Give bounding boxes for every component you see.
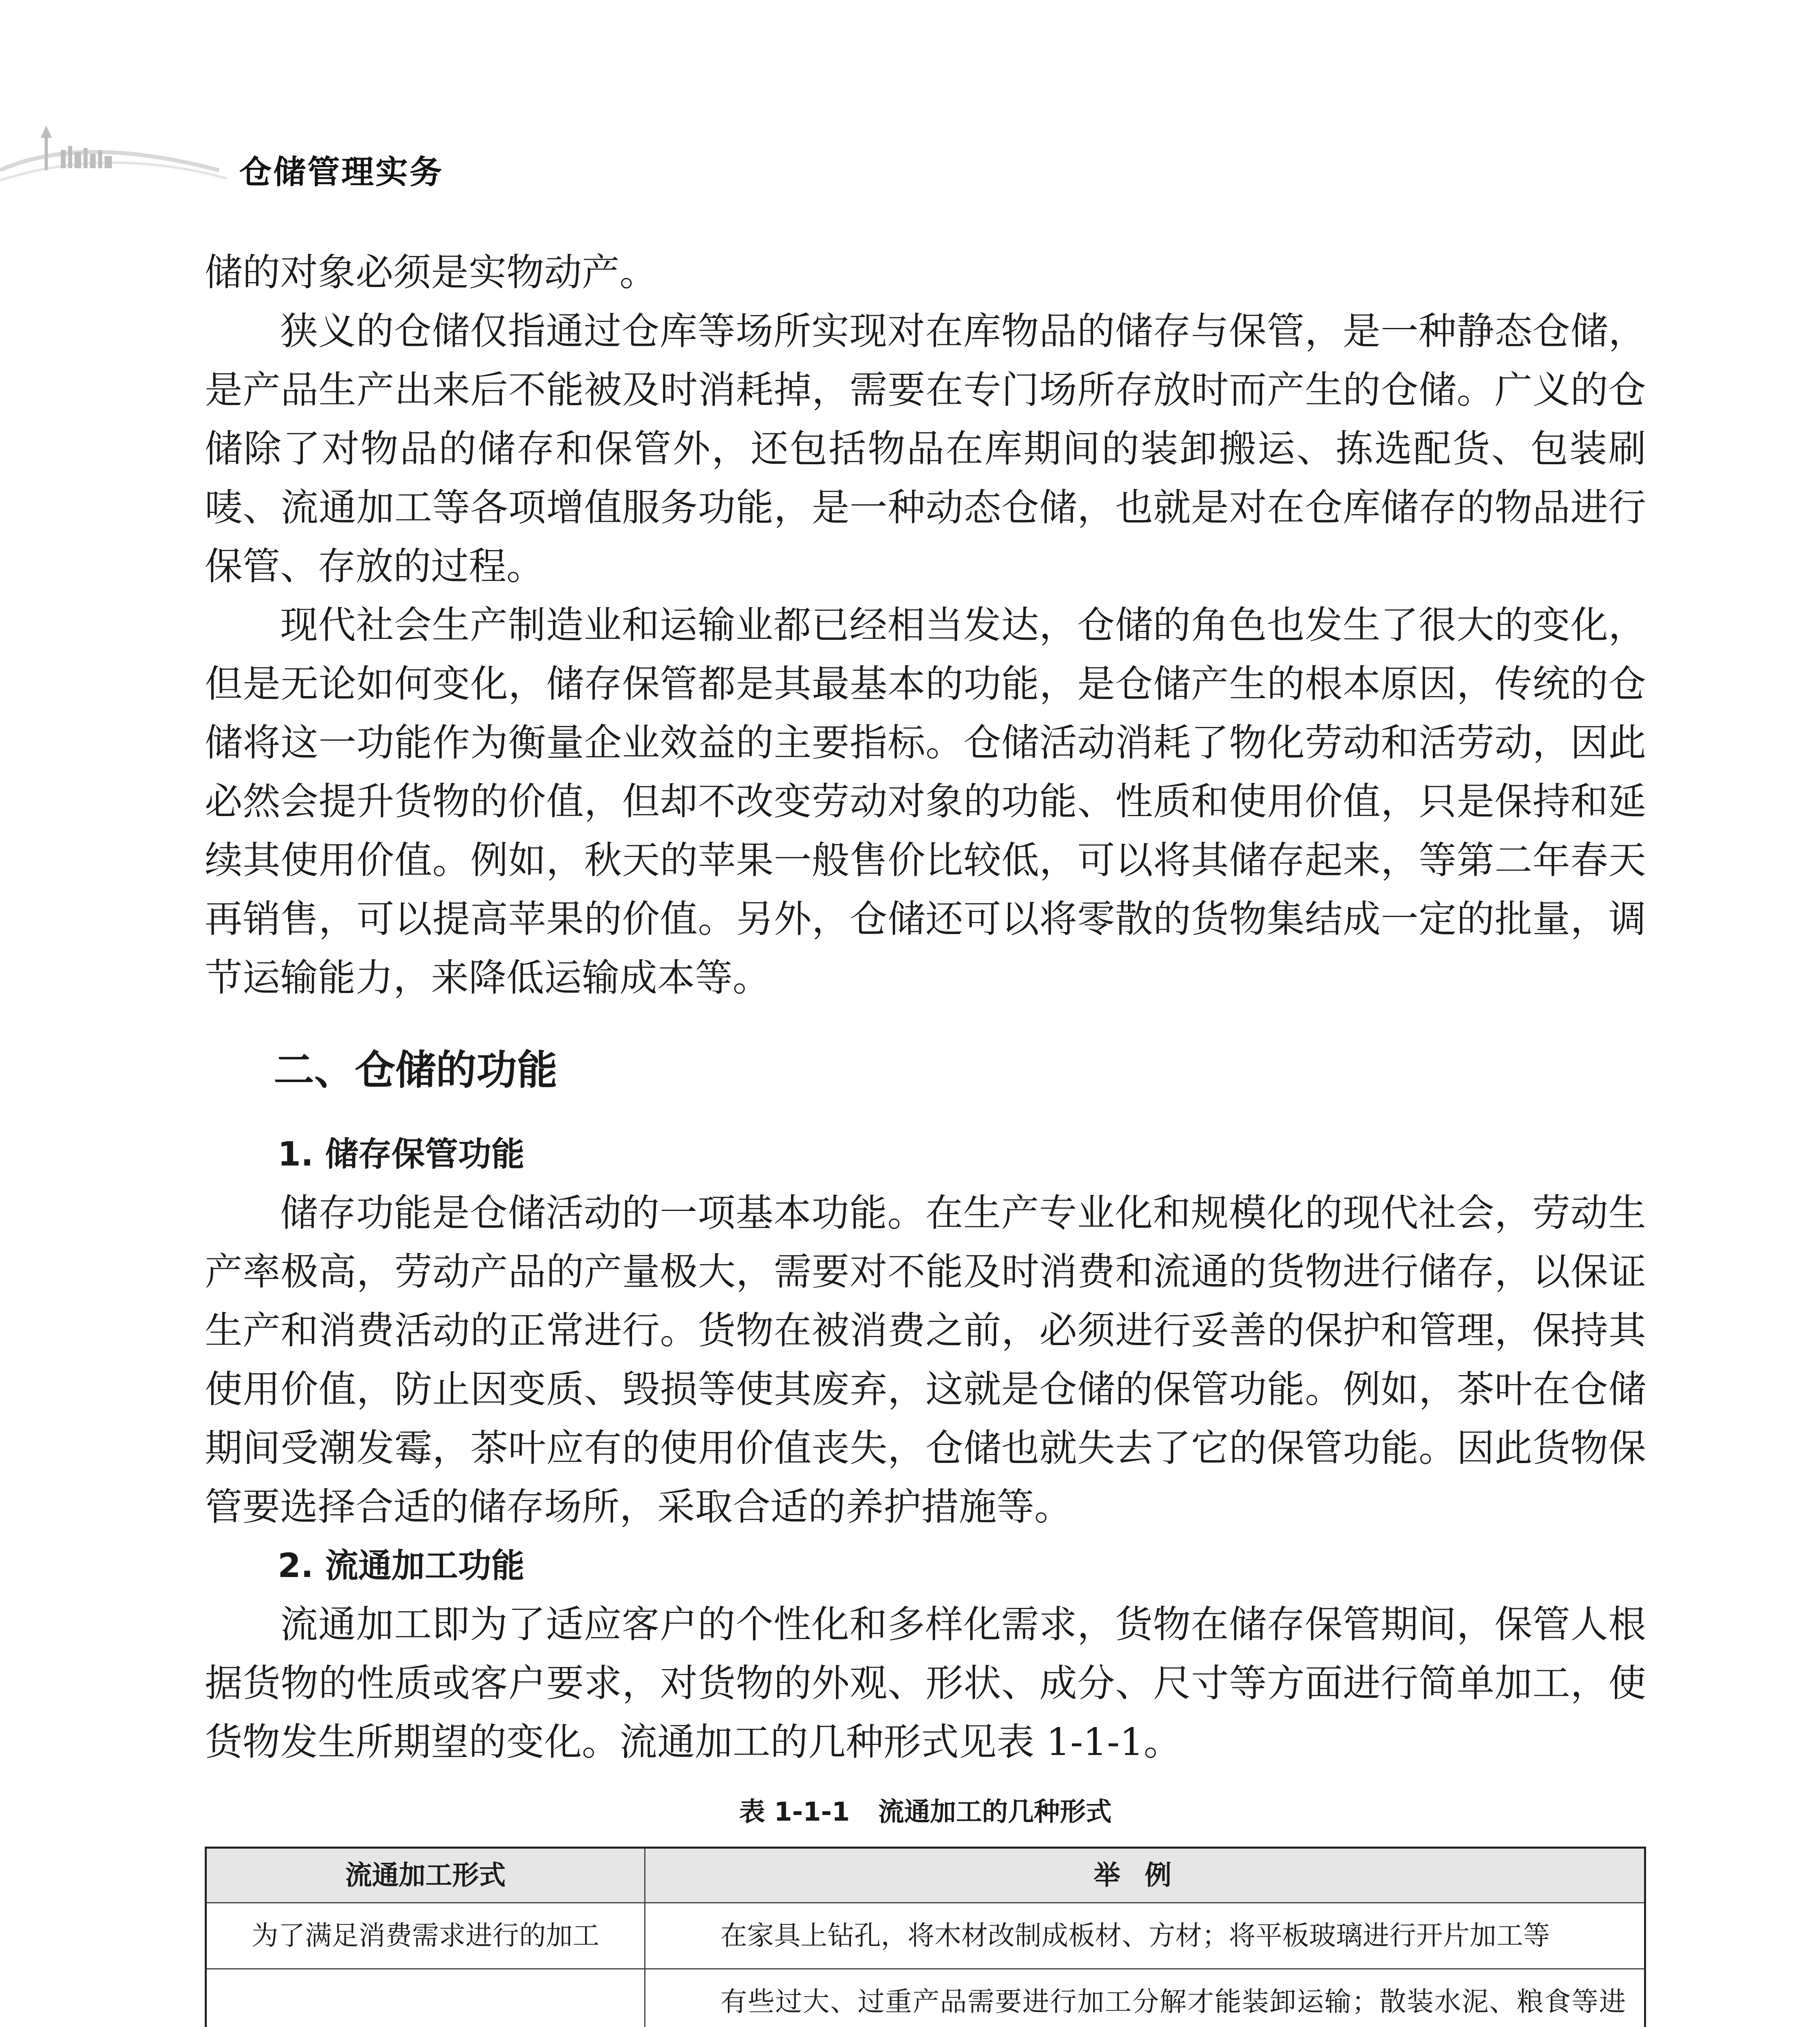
table-header-example: 举例 [645,1848,1645,1903]
table-title: 流通加工的几种形式 [878,1797,1112,1827]
table-caption [205,1794,1646,1830]
storage-function-paragraph: 储存功能是仓储活动的一项基本功能。在生产专业化和规模化的现代社会，劳动生产率极高，劳动产品的产量极大，需要对不能及时消费和流通的货物进行储存，以保证生产和消费活动的正常进行。货物在被消费之前，必须进行妥善的保护和管理，保持其使用价值，防止因变质、毁损等使其废弃，这就是仓储的保管功能。例如，茶叶在仓储期间受潮发霉，茶叶应有的使用价值丧失，仓储也就失去了它的保管功能。因此货物保管要选择合适的储存场所，采取合适的养护措施等。 [205,1191,1646,1529]
table-header-form: 流通加工形式 [206,1848,645,1903]
intro-paragraph-2: 狭义的仓储仅指通过仓库等场所实现对在库物品的储存与保管，是一种静态仓储，是产品生产出来后不能被及时消耗掉，需要在专门场所存放时而产生的仓储。广义的仓储除了对物品的储存和保管外，还包括物品在库期间的装卸搬运、拣选配货、包装刷唛、流通加工等各项增值服务功能，是一种动态仓储，也就是对在仓库储存的物品进行保管、存放的过程。 [205,309,1646,588]
intro-paragraph-1: 储的对象必须是实物动产。 [205,251,657,294]
intro-paragraph-3: 现代社会生产制造业和运输业都已经相当发达，仓储的角色也发生了很大的变化，但是无论如何变化，储存保管都是其最基本的功能，是仓储产生的根本原因，传统的仓储将这一功能作为衡量企业效益的主要指标。仓储活动消耗了物化劳动和活劳动，因此必然会提升货物的价值，但却不改变劳动对象的功能、性质和使用价值，只是保持和延续其使用价值。例如，秋天的苹果一般售价比较低，可以将其储存起来，等第二年春天再销售，可以提高苹果的价值。另外，仓储还可以将零散的货物集结成一定的批量，调节运输能力，来降低运输成本等。 [205,603,1646,1000]
subsection-heading-storage: 1. 储存保管功能 [278,1135,525,1174]
page-content [205,243,1646,2027]
processing-forms-table [205,1847,1646,2027]
table-row [206,1969,1645,2027]
table-cell-form: 为了满足消费需求进行的加工 [206,1903,645,1969]
table-header-row [206,1848,1645,1903]
subsection-heading-processing: 2. 流通加工功能 [278,1547,525,1585]
table-cell-example: 有些过大、过重产品需要进行加工分解才能装卸运输；散装水泥、粮食等进 [645,1969,1645,2027]
section-heading: 二、仓储的功能 [274,1046,557,1094]
table-cell-form [206,1969,645,2027]
processing-function-paragraph: 流通加工即为了适应客户的个性化和多样化需求，货物在储存保管期间，保管人根据货物的性质或客户要求，对货物的外观、形状、成分、尺寸等方面进行简单加工，使货物发生所期望的变化。流通加工的几种形式见表 1-1-1。 [205,1603,1646,1764]
table-number: 表 1-1-1 [739,1797,850,1827]
header-skyline-decoration [0,109,227,203]
table-row [206,1903,1645,1969]
table-cell-example: 在家具上钻孔，将木材改制成板材、方材；将平板玻璃进行开片加工等 [645,1903,1645,1969]
running-header-title: 仓储管理实务 [239,153,444,191]
